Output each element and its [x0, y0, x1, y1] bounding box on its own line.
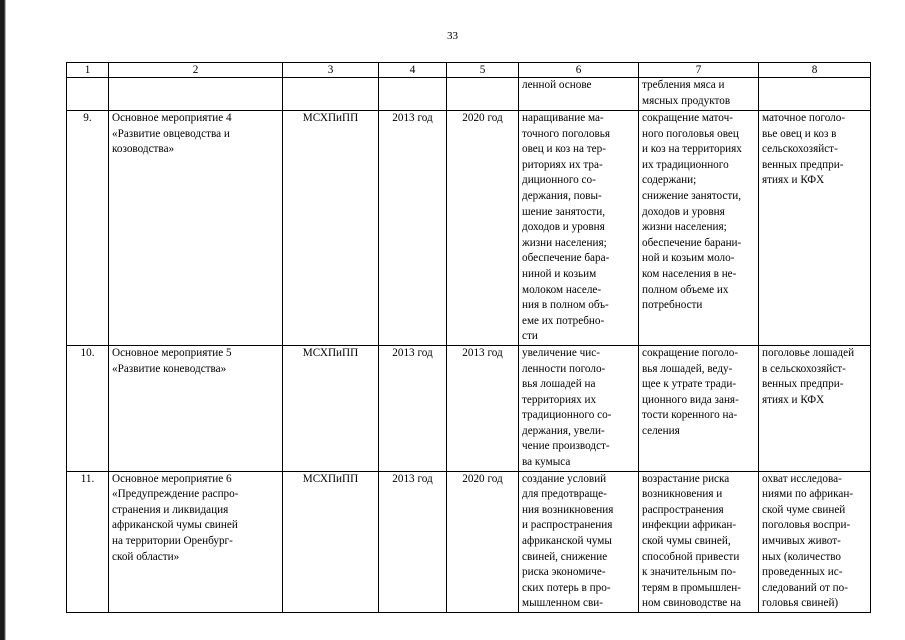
table-row	[67, 345, 871, 471]
consequence-cell: возрастание риска возникновения и распространения инфекции африкан- ской чумы свиней, способной привести к значительным по- терям в промышлен- ном свиноводстве на	[639, 471, 759, 612]
column-number: 7	[639, 63, 759, 78]
consequence-cell: требления мяса и мясных продуктов	[639, 78, 759, 111]
start-year-cell: 2013 год	[379, 471, 447, 612]
indicator-cell: поголовье лошадей в сельскохозяйст- венных предпри- ятиях и КФХ	[759, 345, 871, 471]
column-number: 8	[759, 63, 871, 78]
column-number: 1	[67, 63, 109, 78]
end-year-cell	[447, 78, 519, 111]
table-row	[67, 471, 871, 612]
indicator-cell: маточное поголо- вье овец и коз в сельскохозяйст- венных предпри- ятиях и КФХ	[759, 111, 871, 346]
end-year-cell: 2020 год	[447, 111, 519, 346]
start-year-cell: 2013 год	[379, 345, 447, 471]
consequence-cell: сокращение поголо- вья лошадей, веду- щее к утрате тради- ционного вида заня- тости коренного на- селения	[639, 345, 759, 471]
column-number-row	[67, 63, 871, 78]
start-year-cell: 2013 год	[379, 111, 447, 346]
column-number: 3	[283, 63, 379, 78]
indicator-cell	[759, 78, 871, 111]
measure-name-cell: Основное мероприятие 6 «Предупреждение распро- странения и ликвидация африканской чумы свиней на территории Оренбург- ской области»	[109, 471, 283, 612]
column-number: 2	[109, 63, 283, 78]
row-number-cell	[67, 78, 109, 111]
table-row-continuation	[67, 78, 871, 111]
executor-cell: МСХПиПП	[283, 111, 379, 346]
column-number: 5	[447, 63, 519, 78]
page-number: 33	[447, 30, 458, 42]
column-number: 4	[379, 63, 447, 78]
consequence-cell: сокращение маточ- ного поголовья овец и коз на территориях их традиционного содержани; снижение занятости, доходов и уровня жизни населения; обеспечение барани- ной и козьим моло- ком населения в не- полном объеме их потребности	[639, 111, 759, 346]
executor-cell: МСХПиПП	[283, 471, 379, 612]
expected-result-cell: ленной основе	[519, 78, 639, 111]
measure-name-cell	[109, 78, 283, 111]
row-number-cell: 10.	[67, 345, 109, 471]
start-year-cell	[379, 78, 447, 111]
executor-cell: МСХПиПП	[283, 345, 379, 471]
row-number-cell: 11.	[67, 471, 109, 612]
expected-result-cell: создание условий для предотвраще- ния возникновения и распространения африканской чумы свиней, снижение риска экономиче- ских потерь в про- мышленном сви-	[519, 471, 639, 612]
expected-result-cell: наращивание ма- точного поголовья овец и коз на тер- риториях их тра- диционного со- держания, повы- шение занятости, доходов и уровня жизни населения; обеспечение бара- ниной и козьим молоком населе- ния в полном объ- еме их потребно- сти	[519, 111, 639, 346]
measure-name-cell: Основное мероприятие 4 «Развитие овцеводства и козоводства»	[109, 111, 283, 346]
end-year-cell: 2013 год	[447, 345, 519, 471]
measures-table	[66, 62, 871, 613]
indicator-cell: охват исследова- ниями по африкан- ской чуме свиней поголовья воспри- имчивых живот- ных (количество проведенных ис- следований от по- головья свиней)	[759, 471, 871, 612]
end-year-cell: 2020 год	[447, 471, 519, 612]
row-number-cell: 9.	[67, 111, 109, 346]
table-row	[67, 111, 871, 346]
scan-edge	[0, 0, 6, 640]
column-number: 6	[519, 63, 639, 78]
measure-name-cell: Основное мероприятие 5 «Развитие коневодства»	[109, 345, 283, 471]
executor-cell	[283, 78, 379, 111]
expected-result-cell: увеличение чис- ленности поголо- вья лошадей на территориях их традиционного со- держания, увели- чение производст- ва кумыса	[519, 345, 639, 471]
